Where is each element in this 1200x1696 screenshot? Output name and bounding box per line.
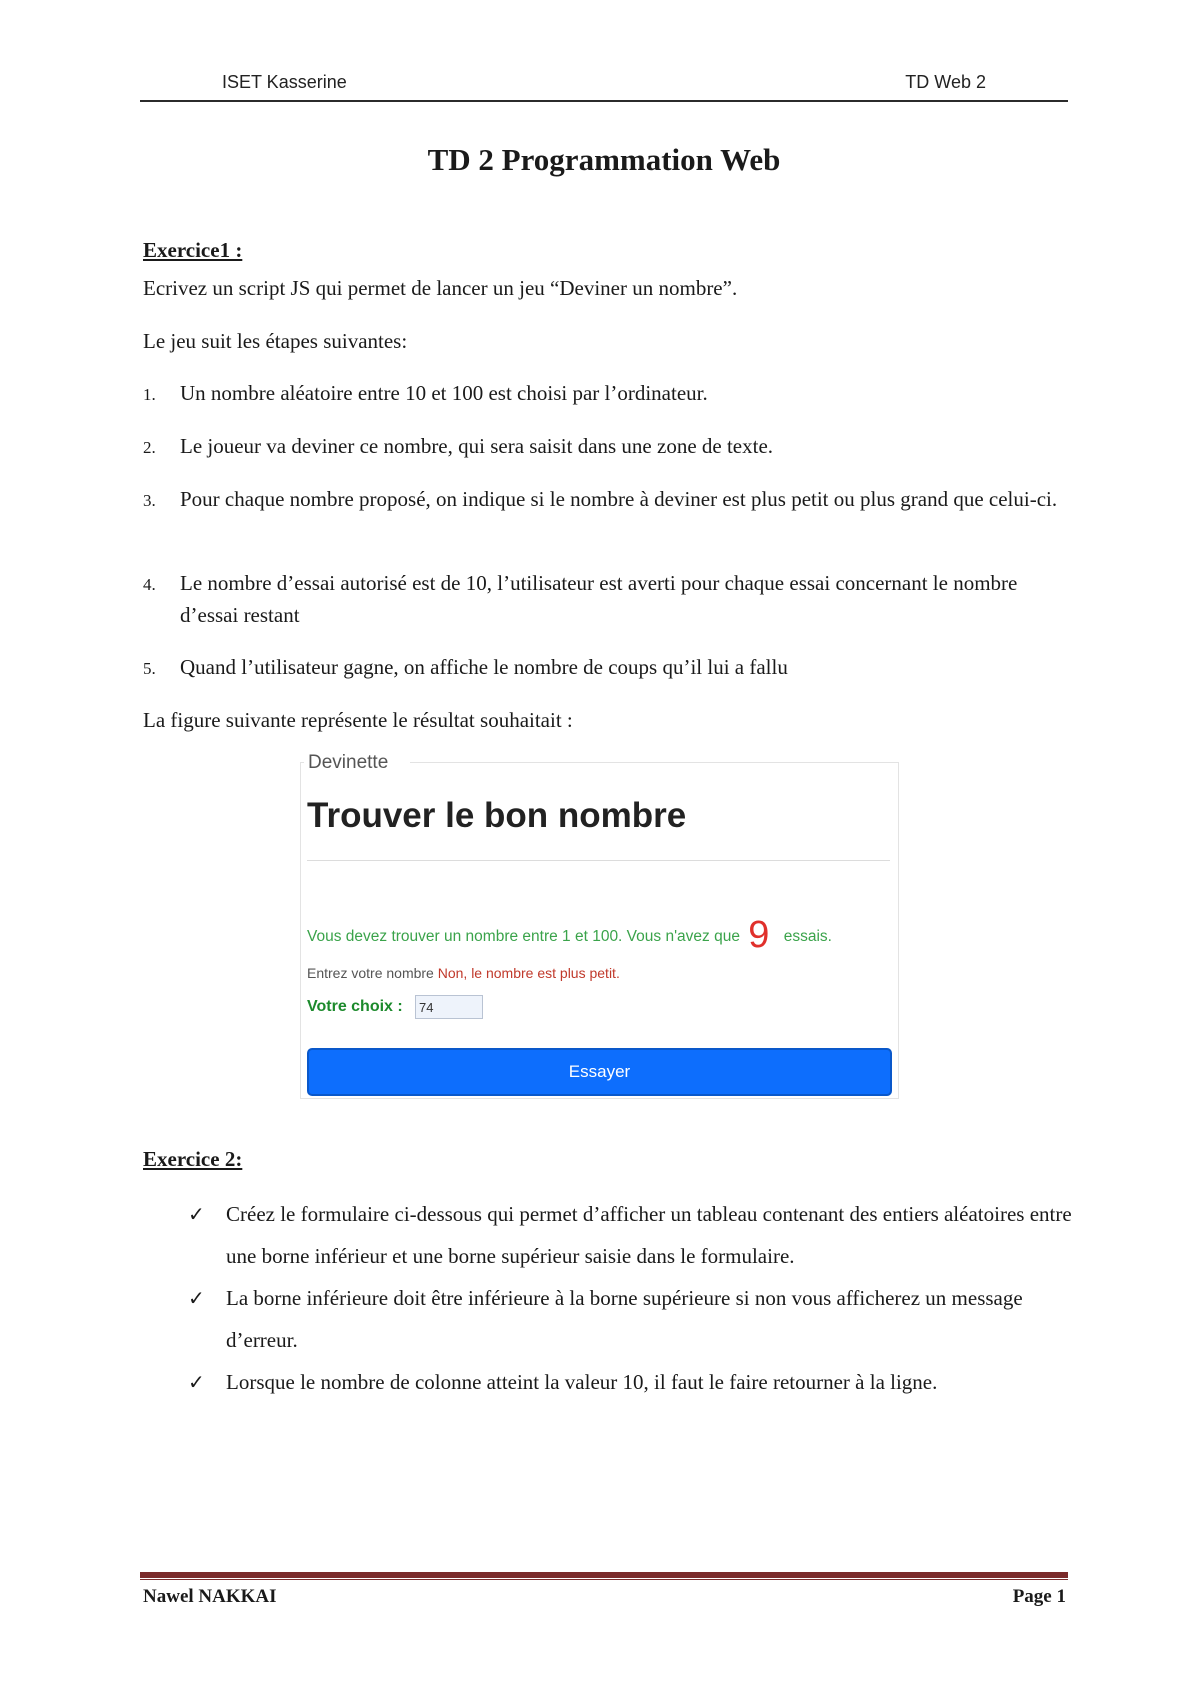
footer-author: Nawel NAKKAI <box>143 1586 277 1607</box>
footer-rule-thin <box>140 1579 1068 1580</box>
page-header <box>140 68 1068 102</box>
checkmark-icon: ✓ <box>188 1370 205 1394</box>
checklist-item-text: Lorsque le nombre de colonne atteint la valeur 10, il faut le faire retourner à la ligne. <box>226 1370 938 1394</box>
choice-label: Votre choix : <box>307 998 403 1015</box>
checklist-item-text: Créez le formulaire ci-dessous qui permet d’afficher un tableau contenant des entiers aléatoires entre une borne inférieur et une borne supérieur saisie dans le formulaire. <box>226 1202 1072 1268</box>
checkmark-icon: ✓ <box>188 1286 205 1310</box>
instruction-suffix: essais. <box>783 928 832 945</box>
exercise1-heading: Exercice1 : <box>143 238 243 262</box>
list-item-text: Pour chaque nombre proposé, on indique si le nombre à deviner est plus petit ou plus grand que celui-ci. <box>180 487 1058 511</box>
list-item-text: Quand l’utilisateur gagne, on affiche le nombre de coups qu’il lui a fallu <box>180 655 788 679</box>
remaining-tries: 9 <box>748 914 770 956</box>
exercise1-steps-intro: Le jeu suit les étapes suivantes: <box>143 329 408 353</box>
game-instruction <box>307 914 832 957</box>
game-title: Trouver le bon nombre <box>307 796 687 835</box>
list-item-text: Un nombre aléatoire entre 10 et 100 est choisi par l’ordinateur. <box>180 381 708 405</box>
page-number: Page 1 <box>1012 1586 1066 1607</box>
header-course: TD Web 2 <box>905 72 986 92</box>
divider <box>307 860 890 861</box>
document-title: TD 2 Programmation Web <box>427 142 781 177</box>
list-item-number: 2. <box>143 438 156 457</box>
page-footer <box>143 1586 1066 1608</box>
list-item-number: 1. <box>143 385 156 404</box>
checkmark-icon: ✓ <box>188 1202 205 1226</box>
input-prompt <box>307 965 620 981</box>
list-item-number: 5. <box>143 659 156 678</box>
list-item-number: 3. <box>143 491 156 510</box>
figure-caption: La figure suivante représente le résultat souhaitait : <box>143 708 573 732</box>
footer-rule <box>140 1572 1068 1578</box>
exercise2-heading: Exercice 2: <box>143 1147 243 1171</box>
fieldset-border <box>300 762 304 763</box>
list-item-number: 4. <box>143 575 156 594</box>
guess-input[interactable] <box>415 995 483 1019</box>
checklist-item-text: La borne inférieure doit être inférieure à la borne supérieure si non vous afficherez un message d’erreur. <box>226 1286 1023 1352</box>
feedback-message: Non, le nombre est plus petit. <box>437 965 620 981</box>
prompt-text: Entrez votre nombre <box>307 965 434 981</box>
try-button[interactable]: Essayer <box>307 1048 892 1096</box>
fieldset-border <box>410 762 898 763</box>
header-institution: ISET Kasserine <box>222 72 347 92</box>
guess-game-figure <box>300 752 900 1100</box>
list-item-text: Le nombre d’essai autorisé est de 10, l’utilisateur est averti pour chaque essai concernant le nombre d’essai restant <box>180 571 1018 627</box>
list-item-text: Le joueur va deviner ce nombre, qui sera saisit dans une zone de texte. <box>180 434 774 458</box>
fieldset-legend: Devinette <box>308 752 389 773</box>
instruction-text: Vous devez trouver un nombre entre 1 et 100. Vous n'avez que <box>307 928 740 945</box>
exercise1-intro: Ecrivez un script JS qui permet de lancer un jeu “Deviner un nombre”. <box>143 276 738 300</box>
